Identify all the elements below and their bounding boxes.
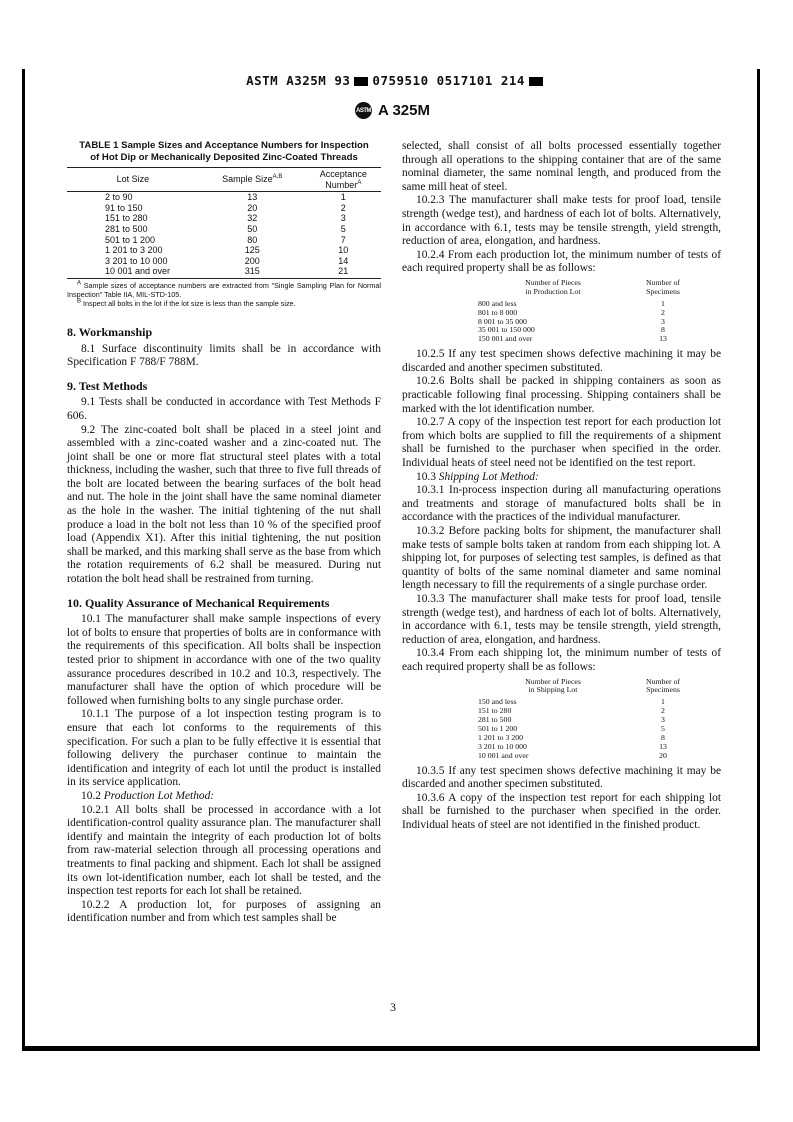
cell-sample-size: 200 [244, 255, 260, 266]
para-10-1: 10.1 The manufacturer shall make sample inspections of every lot of bolts to ensure that properties of bolts are in conformance with the requirements of this specification. All bolts shall be inspection tested prior to shipment in accordance with one of the two quality assurance procedures described in 10.2 and 10.3, respectively. The manufacturer shall have the option of which procedure will be followed when furnishing bolts to any single purchase order. [67, 613, 381, 707]
cell-pieces: 800 and less [478, 298, 517, 308]
cell-lot-size: 91 to 150 [105, 202, 143, 213]
table-row [67, 213, 381, 224]
doc-code: ASTM A325M 93 [246, 73, 351, 88]
table-row [478, 707, 698, 716]
cell-lot-size: 10 001 and over [67, 266, 199, 278]
page-number: 3 [390, 1000, 396, 1014]
cell-specimens: 8 [661, 325, 665, 335]
cell-lot-size: 281 to 500 [105, 223, 148, 234]
cell-pieces: 3 201 to 10 000 [478, 741, 527, 751]
cell-pieces: 150 and less [478, 697, 517, 707]
barcode-number: 0759510 0517101 214 [372, 73, 525, 88]
para-10-1-1: 10.1.1 The purpose of a lot inspection testing program is to ensure that each lot conforms to the requirements of this specification. For such a plan to be fully effective it is essential that following delivery the purchaser continue to maintain the identification and integrity of each lot until the product is installed in its service application. [67, 708, 381, 789]
para-10-2-2-continued: selected, shall consist of all bolts processed essentially together through all operations to the shipping container that are of the same nominal diameter, the same nominal length, and produced from the same mill heat of steel. [402, 140, 721, 193]
para-10-3-2: 10.3.2 Before packing bolts for shipment, the manufacturer shall make tests of sample bolts taken at random from each shipping lot. A shipping lot, for purposes of selecting test samples, is defined as that quantity of bolts of the same nominal diameter and same nominal length necessary to fill the requirements of a single purchase order. [402, 525, 721, 592]
cell-specimens: 1 [661, 697, 665, 707]
right-column [402, 140, 721, 833]
para-10-2-6: 10.2.6 Bolts shall be packed in shipping containers as soon as practicable following final processing. Shipping containers shall be marked with the lot identification number. [402, 375, 721, 415]
para-10-2-7: 10.2.7 A copy of the inspection test report for each production lot from which bolts are supplied to fill the requirements of a shipment shall be furnished to the purchaser when specified in the order. Individual heats of steel need not be identified on the test report. [402, 416, 721, 470]
table-row [67, 266, 381, 278]
astm-logo-icon: ASTM [355, 102, 372, 119]
cell-specimens: 20 [659, 750, 667, 760]
document-designation [355, 102, 430, 119]
para-8-1: 8.1 Surface discontinuity limits shall be in accordance with Specification F 788/F 788M. [67, 342, 381, 369]
cell-pieces: 35 001 to 150 000 [478, 325, 535, 335]
heading-workmanship: 8. Workmanship [67, 324, 153, 339]
cell-pieces: 281 to 500 [478, 715, 512, 725]
col-lot-size: Lot Size [67, 168, 199, 192]
cell-sample-size: 20 [247, 202, 258, 213]
cell-acceptance-number: 14 [338, 255, 349, 266]
cell-lot-size: 501 to 1 200 [105, 234, 156, 245]
para-10-3-4: 10.3.4 From each shipping lot, the minimum number of tests of each required property shall be as follows: [402, 647, 721, 673]
designation-text: A 325M [378, 102, 430, 119]
para-10-3-3: 10.3.3 The manufacturer shall make tests for proof load, tensile strength (wedge test), and hardness of each lot of bolts. Alternatively, in accordance with 6.1, tests may be tensile strength, yield strength, reduction of area, elongation, and hardness. [402, 592, 721, 646]
shipping-lot-table [478, 678, 698, 761]
para-10-2-1: 10.2.1 All bolts shall be processed in accordance with a lot identification-control quality assurance plan. The manufacturer shall identify and maintain the integrity of each production lot of bolts from raw-material selection through all processing operations and treatments to final packing and shipment. Each lot shall be assigned its own lot-identification number, each lot shall be tested, and the inspection test reports for each lot shall be retained. [67, 803, 381, 898]
col-sample-size: Sample Size$^{A,B}$ [199, 168, 306, 192]
cell-pieces: 151 to 280 [478, 706, 512, 716]
table1-footnote-a: $^A$ Sample sizes of acceptance numbers are extracted from "Single Sampling Plan for Normal Inspection" Table IIA, MIL-STD-105. [67, 280, 381, 299]
cell-specimens: 13 [659, 334, 667, 344]
cell-sample-size: 315 [199, 266, 306, 278]
cell-pieces: 801 to 8 000 [478, 307, 518, 317]
para-10-2: 10.2 Production Lot Method: [81, 789, 215, 802]
cell-lot-size: 151 to 280 [105, 213, 148, 224]
heading-test-methods: 9. Test Methods [67, 378, 148, 393]
col-specimens: Number of Specimens [646, 277, 680, 296]
cell-sample-size: 50 [247, 223, 258, 234]
cell-specimens: 5 [661, 724, 665, 734]
cell-lot-size: 1 201 to 3 200 [105, 245, 163, 256]
table-row [67, 203, 381, 214]
cell-specimens: 1 [661, 298, 665, 308]
para-10-3: 10.3 Shipping Lot Method: [416, 470, 539, 483]
para-10-2-3: 10.2.3 The manufacturer shall make tests for proof load, tensile strength (wedge test), and hardness of each lot of bolts. Alternatively, in accordance with 6.1, tests may be tensile strength, yield strength, reduction of area, elongation, and hardness. [402, 194, 721, 248]
cell-acceptance-number: 10 [338, 245, 349, 256]
cell-acceptance-number: 7 [340, 234, 346, 245]
para-10-2-5: 10.2.5 If any test specimen shows defective machining it may be discarded and another specimen substituted. [402, 348, 721, 374]
barcode-block [529, 77, 543, 86]
cell-sample-size: 13 [247, 192, 258, 203]
heading-quality-assurance: 10. Quality Assurance of Mechanical Requirements [67, 595, 330, 610]
table1-footnote-b: $^B$ Inspect all bolts in the lot if the lot size is less than the sample size. [77, 298, 296, 308]
table-row [67, 192, 381, 203]
cell-pieces: 150 001 and over [478, 334, 533, 344]
table-row [67, 256, 381, 267]
cell-specimens: 2 [661, 706, 665, 716]
para-10-2-2: 10.2.2 A production lot, for purposes of assigning an identification number and from which test samples shall be [67, 898, 381, 925]
cell-specimens: 13 [659, 741, 667, 751]
barcode-header [0, 73, 793, 88]
cell-acceptance-number: 21 [306, 266, 381, 278]
table-row [67, 224, 381, 235]
cell-specimens: 8 [661, 732, 665, 742]
table-row [478, 752, 698, 761]
cell-sample-size: 80 [247, 234, 258, 245]
cell-sample-size: 125 [244, 245, 260, 256]
col-pieces: Number of Pieces in Production Lot [525, 277, 581, 296]
col-acceptance: Acceptance Number$^A$ [306, 168, 381, 192]
para-9-1: 9.1 Tests shall be conducted in accordance with Test Methods F 606. [67, 396, 381, 422]
cell-specimens: 3 [661, 715, 665, 725]
col-pieces: Number of Pieces in Shipping Lot [525, 676, 581, 695]
cell-acceptance-number: 3 [340, 213, 346, 224]
cell-pieces: 8 001 to 35 000 [478, 316, 527, 326]
cell-acceptance-number: 1 [340, 192, 346, 203]
cell-pieces: 10 001 and over [478, 750, 529, 760]
cell-sample-size: 32 [247, 213, 258, 224]
production-lot-table [478, 279, 698, 344]
para-10-3-1: 10.3.1 In-process inspection during all manufacturing operations and treatments and storage of manufactured bolts shall be in accordance with the practices of the individual manufacturer. [402, 484, 721, 524]
cell-acceptance-number: 5 [340, 223, 346, 234]
cell-specimens: 3 [661, 316, 665, 326]
cell-lot-size: 3 201 to 10 000 [105, 255, 168, 266]
left-column [67, 140, 381, 926]
cell-pieces: 501 to 1 200 [478, 724, 518, 734]
barcode-block [354, 77, 368, 86]
para-10-2-4: 10.2.4 From each production lot, the minimum number of tests of each required property shall be as follows: [402, 248, 721, 275]
cell-acceptance-number: 2 [340, 202, 346, 213]
col-specimens: Number of Specimens [646, 676, 680, 695]
cell-pieces: 1 201 to 3 200 [478, 732, 524, 742]
table1 [67, 167, 381, 279]
table-row [478, 698, 698, 707]
para-10-3-5: 10.3.5 If any test specimen shows defective machining it may be discarded and another specimen substituted. [402, 764, 721, 791]
table1-caption: TABLE 1 Sample Sizes and Acceptance Numbers for Inspection of Hot Dip or Mechanically Deposited Zinc-Coated Threads [79, 140, 369, 163]
cell-lot-size: 2 to 90 [105, 192, 133, 203]
table-row [67, 235, 381, 246]
table-row [67, 245, 381, 256]
para-10-3-6: 10.3.6 A copy of the inspection test report for each shipping lot shall be furnished to the purchaser when specified in the order. Individual heats of steel are not identified in the finished product. [402, 791, 721, 832]
table-row [478, 335, 698, 344]
para-9-2: 9.2 The zinc-coated bolt shall be placed in a steel joint and assembled with a zinc-coated washer and a zinc-coated nut. The joint shall be one or more flat structural steel plates with a total thickness, including the washer, such that three to five full threads of the bolt are located between the bearing surfaces of the bolt head and nut. The hole in the joint shall have the same nominal diameter as the hole in the washer. The initial tightening of the nut shall produce a load in the bolt not less than 10 % of the specified proof load (Appendix X1). After this initial tightening, the nut position shall be marked, and this marking shall serve as the base from which the rotation requirements of 6.2 shall be measured. During nut rotation the bolt head shall be restrained from turning. [67, 423, 381, 586]
cell-specimens: 2 [661, 307, 665, 317]
